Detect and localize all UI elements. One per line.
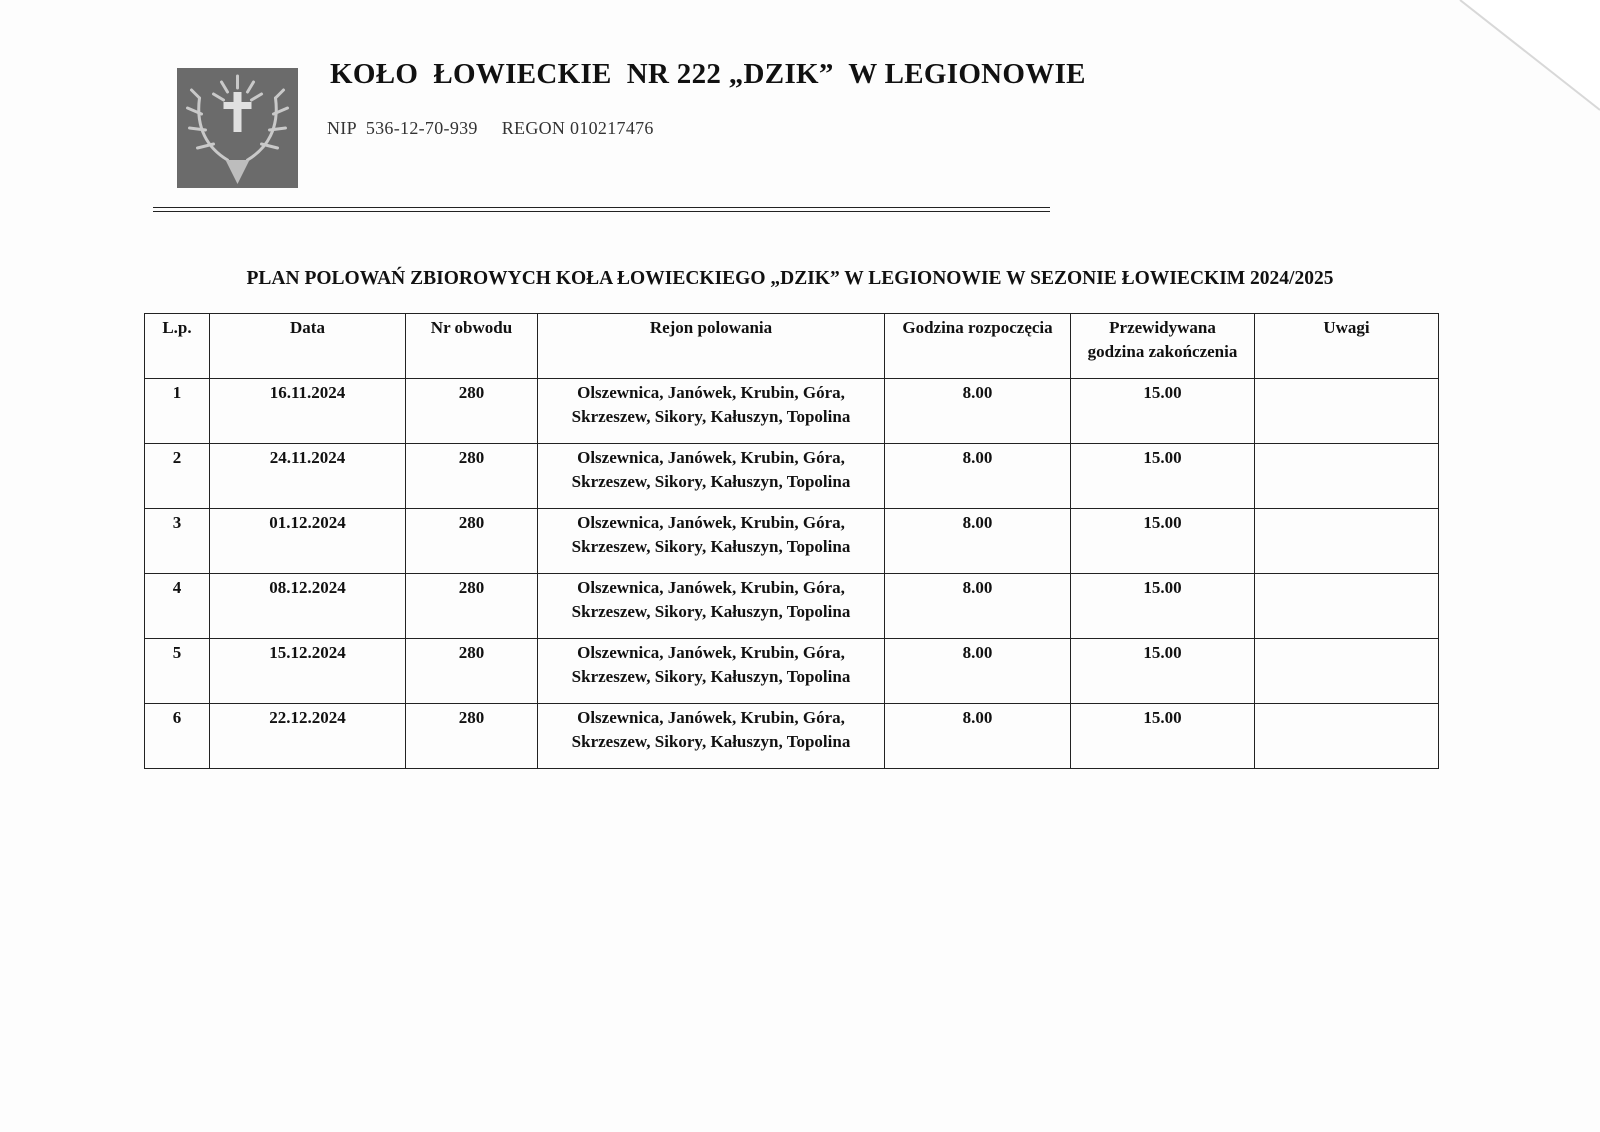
cell-lp: 6 xyxy=(145,704,210,769)
cell-date: 22.12.2024 xyxy=(210,704,406,769)
cell-region-line2: Skrzeszew, Sikory, Kałuszyn, Topolina xyxy=(571,407,851,426)
header-end-time-line2: godzina zakończenia xyxy=(1087,342,1238,361)
header-start-time: Godzina rozpoczęcia xyxy=(885,314,1071,379)
cell-end-time: 15.00 xyxy=(1071,379,1255,444)
cell-notes xyxy=(1255,444,1439,509)
cell-region xyxy=(538,574,885,639)
club-logo xyxy=(177,68,298,188)
header-district: Nr obwodu xyxy=(406,314,538,379)
header-region: Rejon polowania xyxy=(538,314,885,379)
table-row xyxy=(145,444,1439,509)
cell-region-line1: Olszewnica, Janówek, Krubin, Góra, xyxy=(577,578,845,597)
cell-date: 01.12.2024 xyxy=(210,509,406,574)
cell-lp: 4 xyxy=(145,574,210,639)
cell-region-line2: Skrzeszew, Sikory, Kałuszyn, Topolina xyxy=(571,537,851,556)
cell-region-line1: Olszewnica, Janówek, Krubin, Góra, xyxy=(577,448,845,467)
cell-date: 24.11.2024 xyxy=(210,444,406,509)
header-end-time-line1: Przewidywana xyxy=(1109,318,1216,337)
cell-district: 280 xyxy=(406,704,538,769)
cell-end-time: 15.00 xyxy=(1071,639,1255,704)
cell-district: 280 xyxy=(406,639,538,704)
cell-region-line1: Olszewnica, Janówek, Krubin, Góra, xyxy=(577,383,845,402)
cell-notes xyxy=(1255,639,1439,704)
cell-end-time: 15.00 xyxy=(1071,704,1255,769)
cell-region-line1: Olszewnica, Janówek, Krubin, Góra, xyxy=(577,513,845,532)
cell-notes xyxy=(1255,704,1439,769)
cell-region xyxy=(538,704,885,769)
cell-start-time: 8.00 xyxy=(885,639,1071,704)
cell-region-line1: Olszewnica, Janówek, Krubin, Góra, xyxy=(577,708,845,727)
table-row xyxy=(145,509,1439,574)
header-divider-bottom xyxy=(153,211,1050,212)
deer-antler-cross-emblem-icon xyxy=(177,68,298,188)
regon-number: REGON 010217476 xyxy=(501,118,654,138)
cell-district: 280 xyxy=(406,379,538,444)
table-row xyxy=(145,574,1439,639)
cell-date: 16.11.2024 xyxy=(210,379,406,444)
cell-lp: 1 xyxy=(145,379,210,444)
table-row xyxy=(145,379,1439,444)
cell-district: 280 xyxy=(406,444,538,509)
cell-region xyxy=(538,639,885,704)
header-notes: Uwagi xyxy=(1255,314,1439,379)
cell-region-line2: Skrzeszew, Sikory, Kałuszyn, Topolina xyxy=(571,602,851,621)
header-end-time xyxy=(1071,314,1255,379)
cell-region-line1: Olszewnica, Janówek, Krubin, Góra, xyxy=(577,643,845,662)
cell-end-time: 15.00 xyxy=(1071,574,1255,639)
cell-start-time: 8.00 xyxy=(885,574,1071,639)
cell-region-line2: Skrzeszew, Sikory, Kałuszyn, Topolina xyxy=(571,667,851,686)
cell-notes xyxy=(1255,509,1439,574)
header-divider-top xyxy=(153,207,1050,208)
table-row xyxy=(145,639,1439,704)
cell-district: 280 xyxy=(406,509,538,574)
cell-region-line2: Skrzeszew, Sikory, Kałuszyn, Topolina xyxy=(571,732,851,751)
cell-district: 280 xyxy=(406,574,538,639)
cell-lp: 2 xyxy=(145,444,210,509)
organization-name: KOŁO ŁOWIECKIE NR 222 „DZIK” W LEGIONOWIE xyxy=(330,58,1086,90)
cell-date: 08.12.2024 xyxy=(210,574,406,639)
table-header-row xyxy=(145,314,1439,379)
hunting-plan-table xyxy=(144,313,1439,769)
cell-notes xyxy=(1255,379,1439,444)
cell-end-time: 15.00 xyxy=(1071,509,1255,574)
table-row xyxy=(145,704,1439,769)
nip-number: NIP 536-12-70-939 xyxy=(327,118,478,138)
cell-lp: 5 xyxy=(145,639,210,704)
cell-region xyxy=(538,444,885,509)
cell-start-time: 8.00 xyxy=(885,509,1071,574)
document-title: PLAN POLOWAŃ ZBIOROWYCH KOŁA ŁOWIECKIEGO „DZIK” W LEGIONOWIE W SEZONIE ŁOWIECKIM 2024/2025 xyxy=(246,268,1334,289)
header-date: Data xyxy=(210,314,406,379)
organization-ids xyxy=(327,118,654,139)
cell-region-line2: Skrzeszew, Sikory, Kałuszyn, Topolina xyxy=(571,472,851,491)
cell-lp: 3 xyxy=(145,509,210,574)
cell-notes xyxy=(1255,574,1439,639)
cell-region xyxy=(538,379,885,444)
cell-start-time: 8.00 xyxy=(885,444,1071,509)
cell-date: 15.12.2024 xyxy=(210,639,406,704)
cell-start-time: 8.00 xyxy=(885,704,1071,769)
page-fold-decoration xyxy=(1420,0,1600,120)
cell-region xyxy=(538,509,885,574)
header-lp: L.p. xyxy=(145,314,210,379)
cell-start-time: 8.00 xyxy=(885,379,1071,444)
cell-end-time: 15.00 xyxy=(1071,444,1255,509)
